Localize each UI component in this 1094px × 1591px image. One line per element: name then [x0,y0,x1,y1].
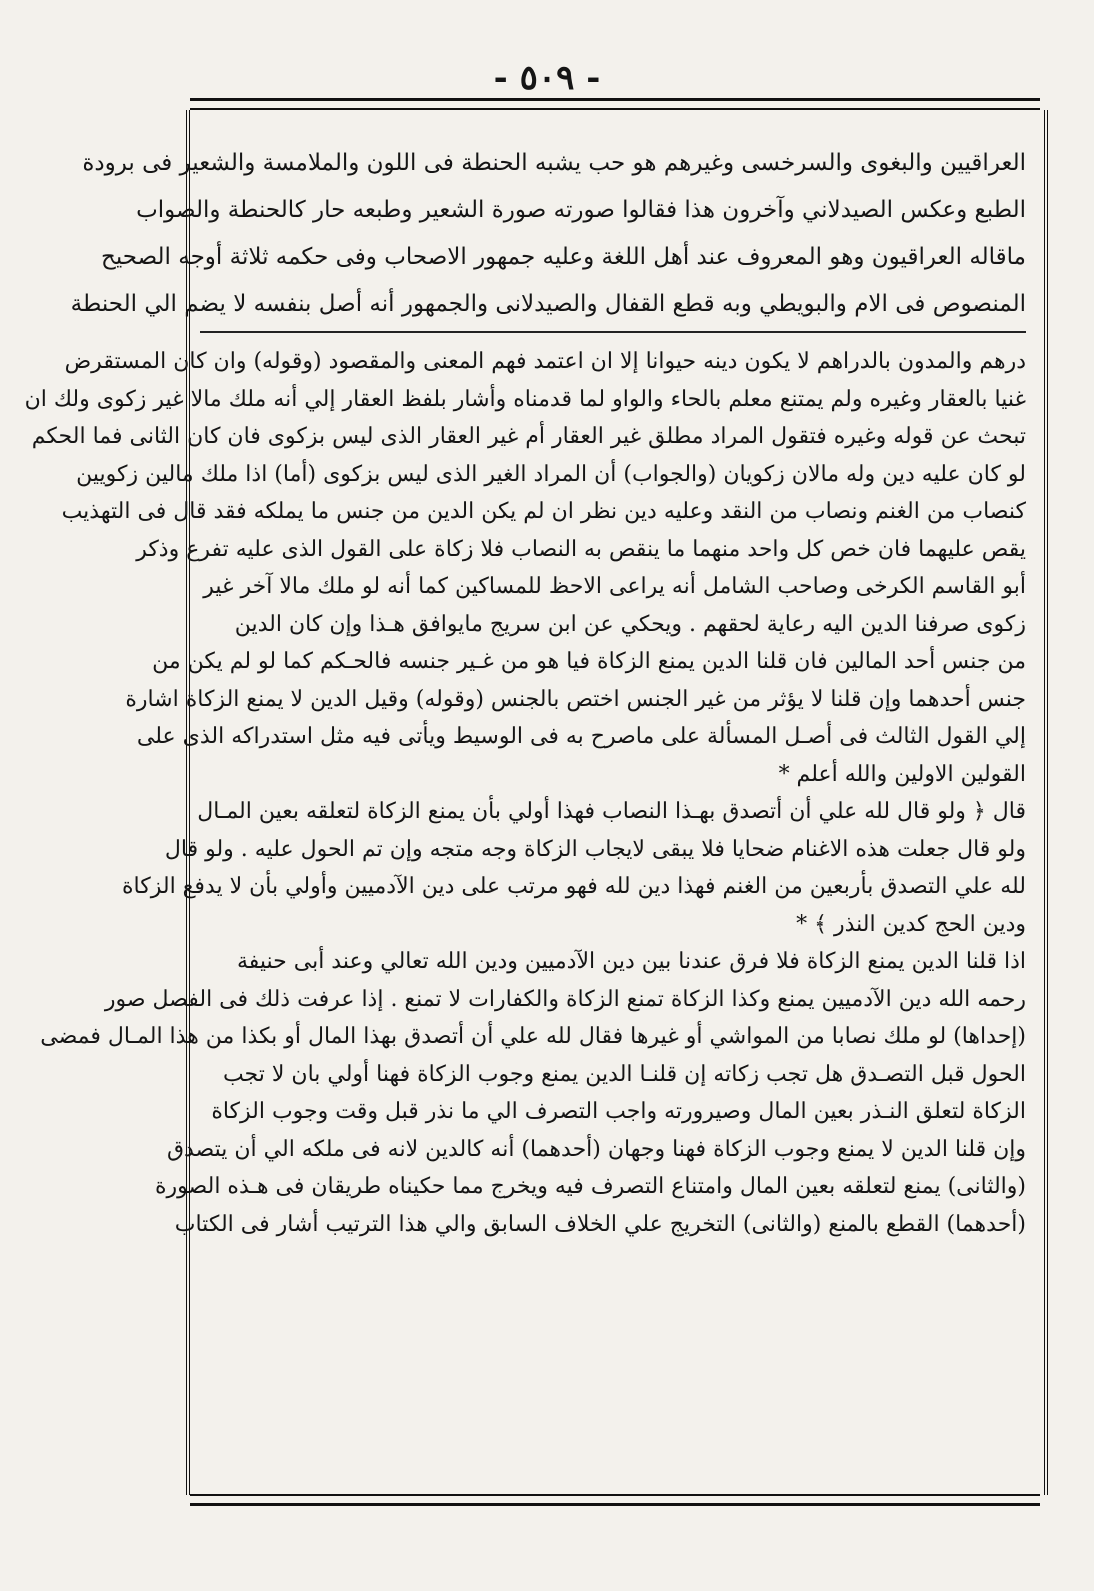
text-line: اذا قلنا الدين يمنع الزكاة فلا فرق عندنا بين دين الآدميين ودين الله تعالي وعند أبى حنيفة [236,949,1026,974]
text-line: من جنس أحد المالين فان قلنا الدين يمنع الزكاة فيا هو من غـير جنسه فالحـكم كما لو لم يكن من [152,649,1026,674]
text-line: العراقيين والبغوى والسرخسى وغيرهم هو حب يشبه الحنطة فى اللون والملامسة والشعير فى برودة [82,150,1026,176]
page-number: - ٥٠٩ - [493,58,601,98]
text-line: إلي القول الثالث فى أصـل المسألة على ماصرح به فى الوسيط ويأتى فيه مثل استدراكه الذى على [136,724,1026,749]
text-line: القولين الاولين والله أعلم * [778,761,1026,787]
text-line: لو كان عليه دين وله مالان زكويان (والجواب) أن المراد الغير الذى ليس بزكوى (أما) اذا ملك مالين زكويين [76,461,1026,487]
text-line: جنس أحدهما وإن قلنا لا يؤثر من غير الجنس اختص بالجنس (وقوله) وقيل الدين لا يمنع الزكاة اشارة [125,686,1026,712]
text-line: رحمه الله دين الآدميين يمنع وكذا الزكاة تمنع الزكاة والكفارات لا تمنع . إذا عرفت ذلك فى الفصل صور [104,986,1026,1012]
text-line: تبحث عن قوله وغيره فتقول المراد مطلق غير العقار أم غير العقار الذى ليس بزكوى فان كان الثانى فما الحكم [31,424,1026,449]
lower-text-block [24,343,1026,1243]
text-line: وإن قلنا الدين لا يمنع وجوب الزكاة فهنا وجهان (أحدهما) أنه كالدين لانه فى ملكه الي أن يتصدق [166,1136,1026,1162]
text-line: ولو قال جعلت هذه الاغنام ضحايا فلا يبقى لايجاب الزكاة وجه متجه وإن تم الحول عليه . ولو قال [164,836,1026,862]
text-line: لله علي التصدق بأربعين من الغنم فهذا دين لله فهو مرتب على دين الآدميين وأولي بأن لا يدفع الزكاة [122,874,1026,899]
text-line: الحول قبل التصـدق هل تجب زكاته إن قلنـا الدين يمنع وجوب الزكاة فهنا أولي بان لا تجب [222,1061,1026,1087]
text-line: قال ﴿ ولو قال لله علي أن أتصدق بهـذا النصاب فهذا أولي بأن يمنع الزكاة لتعلقه بعين المـال [197,799,1026,824]
text-line: زكوى صرفنا الدين اليه رعاية لحقهم . ويحكي عن ابن سريج مايوافق هـذا وإن كان الدين [234,611,1026,637]
text-line: يقص عليهما فان خص كل واحد منهما ما ينقص به النصاب فلا زكاة على القول الذى عليه تفرع وذكر [136,536,1026,562]
text-line: الزكاة لتعلق النـذر بعين المال وصيرورته واجب التصرف الي ما نذر قبل وقت وجوب الزكاة [211,1099,1026,1124]
text-line: (أحدهما) القطع بالمنع (والثانى) التخريج علي الخلاف السابق والي هذا الترتيب أشار فى الكتاب [174,1211,1026,1237]
bottom-double-rule [190,1494,1040,1506]
text-line: (إحداها) لو ملك نصابا من المواشي أو غيرها فقال لله علي أن أتصدق بهذا المال أو بكذا من هذا المـال فمضى [40,1024,1026,1049]
text-line: أبو القاسم الكرخى وصاحب الشامل أنه يراعى الاحظ للمساكين كما أنه لو ملك مالا آخر غير [203,574,1026,599]
top-double-rule [190,98,1040,110]
section-divider [200,331,1026,333]
text-line: (والثانى) يمنع لتعلقه بعين المال وامتناع التصرف فيه ويخرج مما حكيناه طريقان فى هـذه الصورة [155,1174,1026,1199]
text-line: المنصوص فى الام والبويطي وبه قطع القفال والصيدلانى والجمهور أنه أصل بنفسه لا يضم الي الحنطة [70,291,1026,317]
text-line: ماقاله العراقيون وهو المعروف عند أهل اللغة وعليه جمهور الاصحاب وفى حكمه ثلاثة أوجه الصحيح [100,244,1026,270]
text-line: ودين الحج كدين النذر ﴾ * [796,911,1026,937]
text-line: غنيا بالعقار وغيره ولم يمتنع معلم بالحاء والواو لما قدمناه وأشار بلفظ العقار إلي أنه ملك مالا غير زكوى ولك ان [24,386,1026,412]
text-line: درهم والمدون بالدراهم لا يكون دينه حيوانا إلا ان اعتمد فهم المعنى والمقصود (وقوله) وان كان المستقرض [64,349,1026,374]
text-line: كنصاب من الغنم ونصاب من النقد وعليه دين نظر ان لم يكن الدين من جنس ما يملكه فقد قال فى التهذيب [61,499,1026,524]
upper-text-block [70,140,1026,328]
text-line: الطبع وعكس الصيدلاني وآخرون هذا فقالوا صورته صورة الشعير وطبعه حار كالحنطة والصواب [136,197,1026,223]
